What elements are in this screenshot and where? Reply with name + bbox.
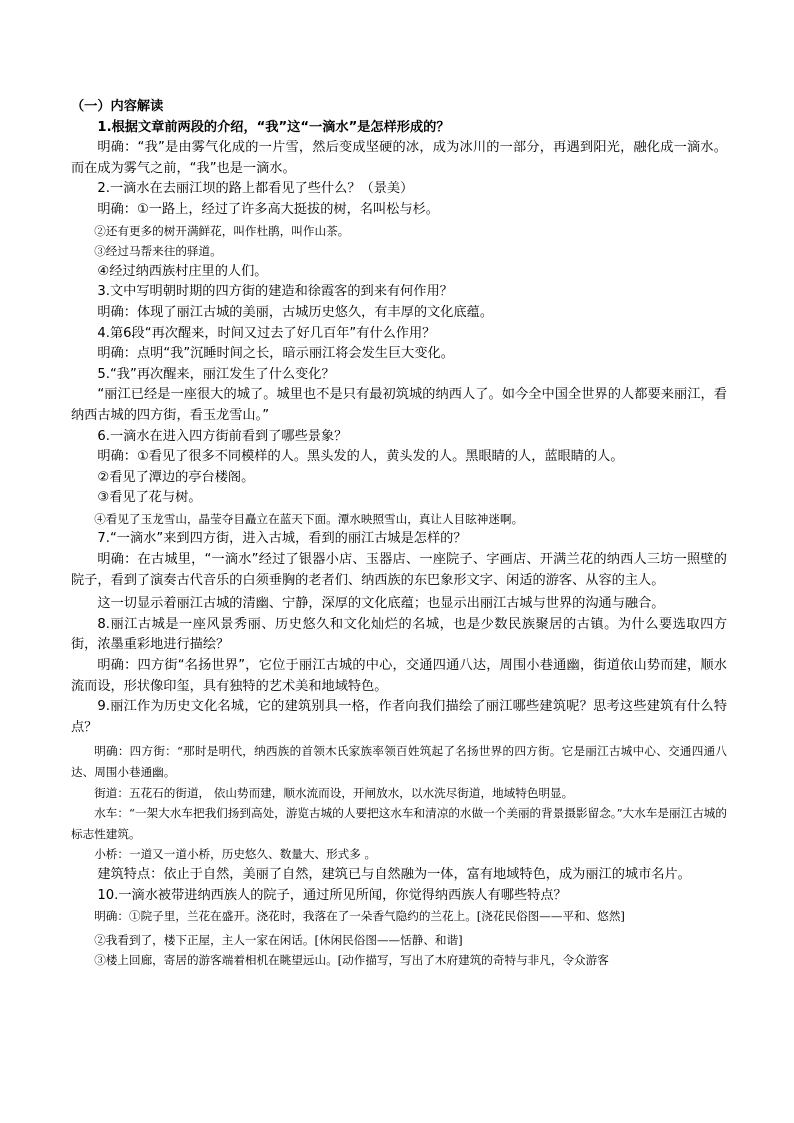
paragraph: 3.文中写明朝时期的四方街的建造和徐霞客的到来有何作用？ — [97, 284, 453, 300]
paragraph: ③经过马帮来往的驿道。 — [94, 244, 222, 259]
paragraph: 明确：“我”是由雾气化成的一片雪，然后变成坚硬的冰，成为冰川的一部分，再遇到阳光，融化成一滴水。而在成为雾气之前，“我”也是一滴水。 — [71, 140, 727, 176]
paragraph: ③看见了花与树。 — [97, 490, 202, 506]
document-body — [71, 118, 727, 971]
paragraph: 明确：四方街“名扬世界”，它位于丽江古城的中心，交通四通八达，周围小巷通幽，街道依山势而建，顺水流而设，形状像印玺，具有独特的艺术美和地域特色。 — [71, 658, 727, 694]
paragraph: 4.第6段“再次醒来，时间又过去了好几百年”有什么作用？ — [97, 325, 436, 341]
paragraph: ②我看到了，楼下正屋，主人一家在闲话。[休闲民俗图——恬静、和谐] — [94, 932, 463, 947]
paragraph: 2.一滴水在去丽江坝的路上都看见了些什么？（景美） — [97, 181, 414, 197]
paragraph: 明确：点明“我”沉睡时间之长，暗示丽江将会发生巨大变化。 — [97, 346, 454, 362]
paragraph: 明确：体现了丽江古城的美丽，古城历史悠久，有丰厚的文化底蕴。 — [97, 304, 494, 320]
paragraph: ②还有更多的树开满鲜花，叫作杜鹃，叫作山茶。 — [94, 223, 350, 238]
section-title: （一）内容解读 — [71, 99, 164, 114]
paragraph: 明确：①院子里，兰花在盛开。浇花时，我落在了一朵香气隐约的兰花上。[浇花民俗图——平和、悠然] — [94, 909, 625, 924]
paragraph: 明确：①看见了很多不同模样的人。黑头发的人，黄头发的人。黑眼睛的人，蓝眼睛的人。 — [97, 449, 624, 465]
paragraph: 8.丽江古城是一座风景秀丽、历史悠久和文化灿烂的名城，也是少数民族聚居的古镇。为什么要选取四方街，浓墨重彩地进行描绘？ — [71, 616, 727, 653]
paragraph: 6.一滴水在进入四方街前看到了哪些景象？ — [97, 428, 348, 444]
paragraph: ④看见了玉龙雪山，晶莹夺目矗立在蓝天下面。潭水映照雪山，真让人目眩神迷啊。 — [94, 511, 524, 526]
paragraph: 1.根据文章前两段的介绍，“我”这“一滴水”是怎样形成的？ — [97, 119, 450, 135]
paragraph: 这一切显示着丽江古城的清幽、宁静，深厚的文化底蕴；也显示出丽江古城与世界的沟通与融合。 — [97, 596, 665, 612]
paragraph: ③楼上回廊，寄居的游客端着相机在眺望远山。[动作描写，写出了木府建筑的奇特与非凡，令众游客 — [94, 953, 609, 968]
paragraph: 明确：①一路上，经过了许多高大挺拔的树，名叫松与杉。 — [97, 201, 439, 217]
document-page — [71, 97, 727, 971]
paragraph: 7.“一滴水”来到四方街，进入古城，看到的丽江古城是怎样的？ — [97, 531, 467, 547]
paragraph: 5.“我”再次醒来，丽江发生了什么变化？ — [97, 366, 335, 382]
paragraph: ④经过纳西族村庄里的人们。 — [97, 263, 268, 279]
paragraph: 明确：四方街：“那时是明代，纳西族的首领木氏家族率领百姓筑起了名扬世界的四方街。它是丽江古城中心、交通四通八达、周围小巷通幽。 — [71, 744, 727, 779]
paragraph: ②看见了潭边的亭台楼阁。 — [97, 469, 255, 485]
paragraph: 10.一滴水被带进纳西族人的院子，通过所见所闻，你觉得纳西族人有哪些特点？ — [97, 887, 567, 903]
paragraph: 明确：在古城里，“一滴水”经过了银器小店、玉器店、一座院子、字画店、开满兰花的纳西人三坊一照壁的院子，看到了演奏古代音乐的白须垂胸的老者们、纳西族的东巴象形文字、闲适的游客、从容的主人。 — [71, 552, 727, 588]
paragraph: 街道：五花石的街道， 依山势而建，顺水流而设，开闸放水，以水洗尽街道，地域特色明显。 — [94, 785, 574, 800]
paragraph: 水车：“一架大水车把我们扬到高处，游览古城的人要把这水车和清凉的水做一个美丽的背景摄影留念。”大水车是丽江古城的标志性建筑。 — [71, 806, 727, 841]
paragraph: 小桥：一道又一道小桥，历史悠久、数量大、形式多 。 — [94, 847, 377, 862]
paragraph: “丽江已经是一座很大的城了。城里也不是只有最初筑城的纳西人了。如今全中国全世界的人都要来丽江，看纳西古城的四方街，看玉龙雪山。” — [71, 387, 727, 423]
paragraph: 9.丽江作为历史文化名城，它的建筑别具一格，作者向我们描绘了丽江哪些建筑呢？思考这些建筑有什么特点？ — [71, 699, 727, 735]
paragraph: 建筑特点：依止于自然，美丽了自然，建筑已与自然融为一体，富有地域特色，成为丽江的城市名片。 — [97, 866, 691, 882]
